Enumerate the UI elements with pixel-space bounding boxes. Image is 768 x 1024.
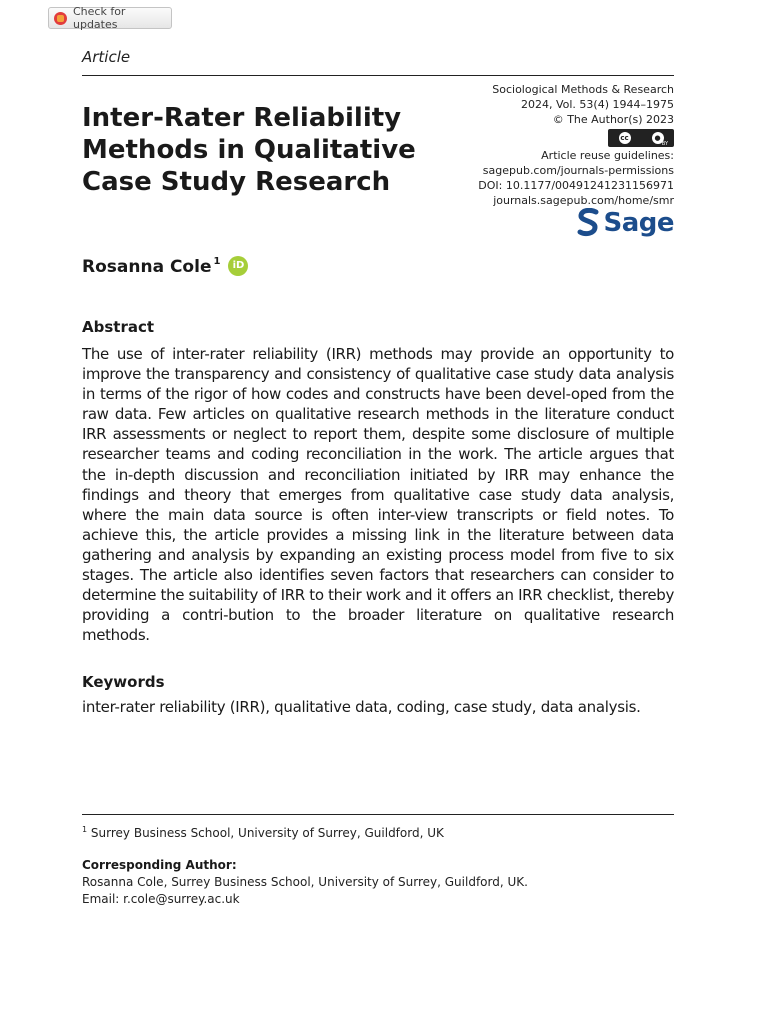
reuse-guidelines-link[interactable]: sagepub.com/journals-permissions	[482, 164, 674, 177]
article-type-label: Article	[82, 48, 131, 66]
keywords-heading: Keywords	[82, 673, 165, 691]
cc-by-license-icon[interactable]: cc ● BY	[608, 129, 674, 147]
affiliation-footnote-mark: 1	[82, 825, 88, 834]
sage-wordmark: Sage	[603, 208, 674, 238]
author-name: Rosanna Cole	[82, 257, 212, 277]
abstract-text: The use of inter-rater reliability (IRR) methods may provide an opportunity to improve the transparency and consistency of qualitative case study data analysis in terms of the rigor of how codes and constructs have been devel-oped from the raw data. Few articles on qualitative research methods in the literature conduct IRR assessments or neglect to report them, despite some disclosure of multiple researcher teams and coding reconciliation in the work. The article argues that the in-depth discussion and reconciliation initiated by IRR may enhance the findings and theory that emerges from qualitative case study data analysis, where the main data source is often inter-view transcripts or field notes. To achieve this, the article provides a missing link in the literature between data gathering and analysis by expanding an existing process model from five to six stages. The article also identifies seven factors that researchers can consider to determine the suitability of IRR to their work and it offers an IRR checklist, thereby providing a contri-bution to the broader literature on qualitative research methods.	[82, 345, 674, 645]
header-divider	[82, 75, 674, 76]
article-title: Inter-Rater Reliability Methods in Qualitative Case Study Research	[82, 103, 416, 197]
reuse-guidelines-label: Article reuse guidelines:	[541, 149, 674, 162]
abstract-heading: Abstract	[82, 318, 155, 336]
check-for-updates-label: Check for updates	[73, 5, 126, 31]
author-affiliation-mark: 1	[213, 256, 221, 267]
volume-line: 2024, Vol. 53(4) 1944–1975	[520, 98, 674, 111]
affiliation-text: Surrey Business School, University of Surrey, Guildford, UK	[90, 826, 444, 840]
copyright-line: © The Author(s) 2023	[552, 113, 674, 126]
doi-link[interactable]: DOI: 10.1177/00491241231156971	[478, 179, 674, 192]
corresponding-author-heading: Corresponding Author:	[82, 858, 237, 872]
author-line	[82, 256, 248, 278]
orcid-icon[interactable]: iD	[228, 256, 248, 276]
affiliation-footnote	[82, 825, 444, 840]
corresponding-email[interactable]: Email: r.cole@surrey.ac.uk	[82, 892, 240, 906]
keywords-text: inter-rater reliability (IRR), qualitative data, coding, case study, data analysis.	[82, 698, 641, 716]
journal-meta	[414, 82, 674, 208]
sage-logo[interactable]	[577, 208, 674, 238]
footnote-divider	[82, 814, 674, 815]
sage-mark-icon	[577, 208, 599, 238]
journal-name: Sociological Methods & Research	[492, 83, 674, 96]
journal-url-link[interactable]: journals.sagepub.com/home/smr	[493, 194, 674, 207]
check-for-updates-button[interactable]	[48, 7, 172, 29]
crossmark-icon	[54, 12, 67, 25]
corresponding-address: Rosanna Cole, Surrey Business School, University of Surrey, Guildford, UK.	[82, 875, 528, 889]
